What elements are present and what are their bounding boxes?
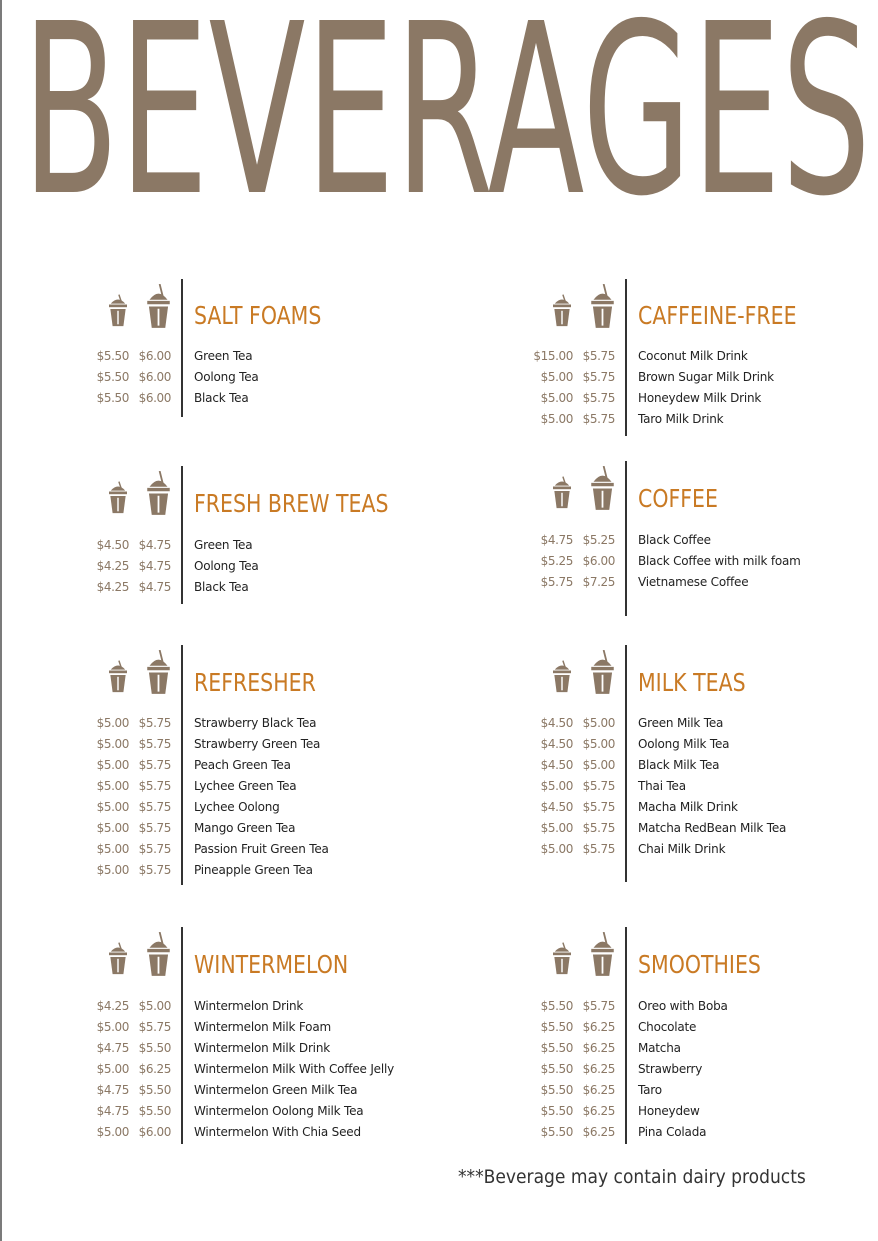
item-name: Matcha RedBean Milk Tea: [638, 821, 787, 835]
price-small: $5.00: [540, 391, 573, 405]
price-large: $6.00: [138, 391, 171, 405]
item-name: Strawberry Black Tea: [194, 716, 317, 730]
item-name: Vietnamese Coffee: [638, 575, 749, 589]
price-large: $6.25: [582, 1020, 615, 1034]
price-small: $5.50: [96, 349, 129, 363]
small-cup-icon: [107, 291, 129, 331]
item-name: Lychee Oolong: [194, 800, 280, 814]
item-name: Black Coffee: [638, 533, 711, 547]
price-small: $5.00: [96, 779, 129, 793]
price-small: $5.00: [96, 716, 129, 730]
item-name: Wintermelon Milk Drink: [194, 1041, 330, 1055]
price-large: $5.50: [138, 1104, 171, 1118]
item-name: Wintermelon Oolong Milk Tea: [194, 1104, 364, 1118]
large-cup-icon: [589, 650, 616, 699]
price-large: $5.75: [138, 737, 171, 751]
price-large: $5.75: [138, 842, 171, 856]
section-divider: [181, 645, 183, 885]
price-large: $5.50: [138, 1041, 171, 1055]
item-name: Green Tea: [194, 538, 253, 552]
price-small: $5.00: [540, 412, 573, 426]
price-small: $4.50: [540, 737, 573, 751]
price-small: $5.50: [540, 1062, 573, 1076]
price-large: $6.25: [582, 1125, 615, 1139]
large-cup-icon: [589, 466, 616, 515]
small-cup-icon: [107, 939, 129, 979]
price-large: $5.75: [138, 716, 171, 730]
item-name: Green Tea: [194, 349, 253, 363]
small-cup-icon: [551, 473, 573, 513]
item-name: Oolong Tea: [194, 559, 259, 573]
price-large: $7.25: [582, 575, 615, 589]
item-name: Strawberry: [638, 1062, 703, 1076]
price-large: $5.75: [138, 821, 171, 835]
price-small: $4.75: [96, 1104, 129, 1118]
price-small: $4.75: [96, 1083, 129, 1097]
price-large: $5.75: [582, 842, 615, 856]
price-large: $5.75: [138, 863, 171, 877]
price-small: $5.50: [96, 370, 129, 384]
item-name: Thai Tea: [638, 779, 686, 793]
price-large: $6.25: [582, 1104, 615, 1118]
small-cup-icon: [551, 939, 573, 979]
section-heading: SALT FOAMS: [194, 301, 322, 330]
price-small: $5.00: [96, 758, 129, 772]
item-name: Chocolate: [638, 1020, 697, 1034]
price-small: $4.50: [96, 538, 129, 552]
item-name: Taro: [638, 1083, 662, 1097]
price-small: $4.25: [96, 559, 129, 573]
item-name: Pineapple Green Tea: [194, 863, 313, 877]
price-small: $5.00: [96, 1125, 129, 1139]
item-name: Black Milk Tea: [638, 758, 720, 772]
item-name: Strawberry Green Tea: [194, 737, 321, 751]
small-cup-icon: [551, 291, 573, 331]
price-large: $6.00: [138, 349, 171, 363]
item-name: Wintermelon Green Milk Tea: [194, 1083, 358, 1097]
price-small: $4.50: [540, 800, 573, 814]
price-small: $5.00: [540, 842, 573, 856]
price-large: $5.75: [582, 391, 615, 405]
item-name: Pina Colada: [638, 1125, 707, 1139]
price-small: $5.75: [540, 575, 573, 589]
section-divider: [181, 466, 183, 604]
price-small: $5.00: [540, 779, 573, 793]
item-name: Wintermelon Drink: [194, 999, 304, 1013]
price-large: $5.00: [582, 716, 615, 730]
price-small: $4.25: [96, 999, 129, 1013]
menu-item-row: [0, 860, 313, 881]
item-name: Oreo with Boba: [638, 999, 728, 1013]
item-name: Green Milk Tea: [638, 716, 724, 730]
item-name: Wintermelon Milk Foam: [194, 1020, 331, 1034]
price-large: $6.25: [582, 1083, 615, 1097]
price-small: $5.50: [540, 1041, 573, 1055]
price-small: $5.25: [540, 554, 573, 568]
price-large: $6.25: [582, 1041, 615, 1055]
large-cup-icon: [589, 284, 616, 333]
price-large: $5.75: [138, 1020, 171, 1034]
price-large: $4.75: [138, 538, 171, 552]
price-large: $4.75: [138, 559, 171, 573]
small-cup-icon: [107, 657, 129, 697]
section-heading: MILK TEAS: [638, 668, 746, 697]
price-small: $5.00: [540, 370, 573, 384]
section-heading: WINTERMELON: [194, 950, 349, 979]
menu-item-row: [0, 409, 724, 430]
price-small: $5.00: [96, 842, 129, 856]
price-small: $4.25: [96, 580, 129, 594]
price-small: $5.50: [540, 1125, 573, 1139]
section-divider: [181, 927, 183, 1144]
price-small: $5.00: [96, 821, 129, 835]
large-cup-icon: [145, 650, 172, 699]
price-small: $5.50: [540, 1083, 573, 1097]
item-name: Oolong Tea: [194, 370, 259, 384]
large-cup-icon: [589, 932, 616, 981]
item-name: Black Tea: [194, 580, 249, 594]
section-divider: [625, 927, 627, 1144]
item-name: Chai Milk Drink: [638, 842, 726, 856]
section-heading: CAFFEINE-FREE: [638, 301, 797, 330]
price-small: $5.50: [540, 1020, 573, 1034]
price-large: $5.75: [582, 999, 615, 1013]
price-small: $4.50: [540, 758, 573, 772]
price-large: $6.00: [138, 1125, 171, 1139]
price-small: $4.50: [540, 716, 573, 730]
section-heading: COFFEE: [638, 484, 718, 513]
price-large: $5.00: [138, 999, 171, 1013]
price-large: $5.75: [138, 758, 171, 772]
price-large: $5.75: [582, 412, 615, 426]
price-small: $5.00: [96, 1062, 129, 1076]
price-large: $6.25: [582, 1062, 615, 1076]
item-name: Taro Milk Drink: [638, 412, 724, 426]
price-large: $5.75: [138, 800, 171, 814]
section-heading: FRESH BREW TEAS: [194, 489, 389, 518]
price-large: $5.00: [582, 758, 615, 772]
price-large: $5.75: [582, 779, 615, 793]
price-large: $4.75: [138, 580, 171, 594]
price-small: $5.00: [96, 863, 129, 877]
item-name: Mango Green Tea: [194, 821, 296, 835]
item-name: Honeydew Milk Drink: [638, 391, 762, 405]
section-divider: [625, 645, 627, 882]
price-large: $6.25: [138, 1062, 171, 1076]
price-large: $5.75: [582, 821, 615, 835]
price-small: $4.75: [96, 1041, 129, 1055]
price-large: $5.75: [138, 779, 171, 793]
price-large: $6.00: [582, 554, 615, 568]
item-name: Honeydew: [638, 1104, 700, 1118]
section-divider: [625, 279, 627, 436]
item-name: Lychee Green Tea: [194, 779, 297, 793]
item-name: Brown Sugar Milk Drink: [638, 370, 774, 384]
price-small: $5.00: [96, 800, 129, 814]
item-name: Black Coffee with milk foam: [638, 554, 801, 568]
price-small: $5.00: [96, 1020, 129, 1034]
item-name: Black Tea: [194, 391, 249, 405]
item-name: Oolong Milk Tea: [638, 737, 730, 751]
price-small: $5.00: [540, 821, 573, 835]
price-large: $5.75: [582, 800, 615, 814]
page-title: BEVERAGES: [22, 0, 872, 248]
large-cup-icon: [145, 932, 172, 981]
section-divider: [181, 279, 183, 417]
item-name: Wintermelon Milk With Coffee Jelly: [194, 1062, 395, 1076]
price-small: $5.50: [540, 999, 573, 1013]
price-small: $4.75: [540, 533, 573, 547]
price-small: $15.00: [533, 349, 573, 363]
price-large: $5.75: [582, 370, 615, 384]
section-divider: [625, 461, 627, 616]
item-name: Macha Milk Drink: [638, 800, 738, 814]
small-cup-icon: [107, 478, 129, 518]
price-large: $5.25: [582, 533, 615, 547]
section-heading: REFRESHER: [194, 668, 316, 697]
price-large: $6.00: [138, 370, 171, 384]
large-cup-icon: [145, 284, 172, 333]
dairy-note: ***Beverage may contain dairy products: [458, 1166, 806, 1188]
item-name: Matcha: [638, 1041, 681, 1055]
price-small: $5.50: [540, 1104, 573, 1118]
price-small: $5.50: [96, 391, 129, 405]
item-name: Peach Green Tea: [194, 758, 291, 772]
price-large: $5.00: [582, 737, 615, 751]
price-large: $5.50: [138, 1083, 171, 1097]
small-cup-icon: [551, 657, 573, 697]
section-heading: SMOOTHIES: [638, 950, 761, 979]
large-cup-icon: [145, 471, 172, 520]
price-small: $5.00: [96, 737, 129, 751]
item-name: Wintermelon With Chia Seed: [194, 1125, 361, 1139]
price-large: $5.75: [582, 349, 615, 363]
item-name: Coconut Milk Drink: [638, 349, 748, 363]
item-name: Passion Fruit Green Tea: [194, 842, 329, 856]
